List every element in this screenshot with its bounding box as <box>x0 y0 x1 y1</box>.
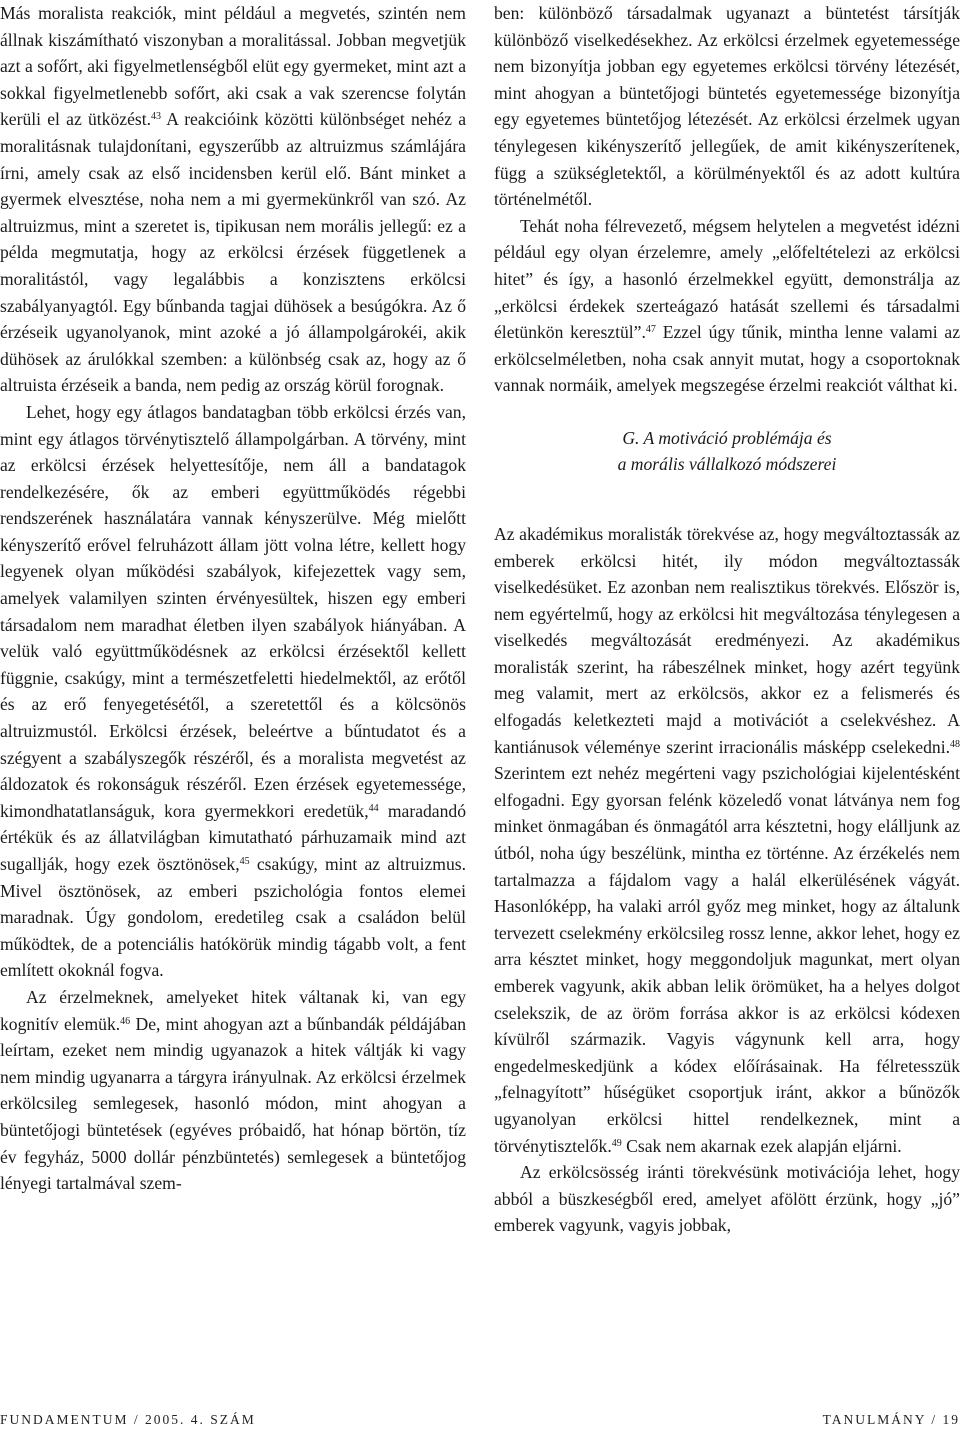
section-heading-line: a morális vállalkozó módszerei <box>617 453 837 474</box>
paragraph: Más moralista reakciók, mint például a megvetés, szintén nem állnak kiszámítható viszonyban a moralitással. Jobban megvetjük azt a sofőrt, aki figyelmetlenségből elüt egy gyermeket, mint azt a sokkal figyelmetlenebb sofőrt, aki csak a vak szerencse folytán kerüli el az ütközést.$^{43}$ A reakcióink közötti különbséget nehéz a moralitásnak tulajdonítani, egyszerűbb az altruizmus számlájára írni, amely csak az első incidensben kerül elő. Bánt minket a gyermek elvesztése, noha nem a mi gyermekünkről van szó. Az altruizmus, mint a szeretet is, tipikusan nem morális jellegű: ez a példa megmutatja, hogy az erkölcsi érzések függetlenek a moralitástól, vagy legalábbis a konzisztens erkölcsi szabályanyagtól. Egy bűnbanda tagjai dühösek a besúgókra. Az ő érzéseik ugyanolyanok, mint azoké a jó állampolgárokéi, akik dühösek az árulókkal szemben: a különbség csak az, hogy az ő altruista érzéseik a banda, nem pedig az ország körül forognak. <box>0 3 466 396</box>
footnote-ref[interactable]: 47 <box>645 324 656 336</box>
page-footer <box>0 1412 960 1434</box>
paragraph: Lehet, hogy egy átlagos bandatagban több erkölcsi érzés van, mint egy átlagos törvénytisztelő állampolgárban. A törvény, mint az erkölcsi érzések helyettesítője, nem áll a bandatagok rendelkezésére, ők az emberi együttműködés régebbi rendszerének használatára vannak kényszerülve. Még mielőtt kényszerítő erővel felruházott állam jött volna létre, kellett hogy legyenek olyan működési szabályok, kifejezettek vagy sem, amelyek valamilyen szinten érvényesültek, hiszen egy emberi társadalom nem maradhat életben ilyen szabályok hiányában. A velük való együttműködésnek az erkölcsi érzésektől kellett függnie, csakúgy, mint a természetfeletti hiedelmektől, az erőtől és az erő fenyegetésétől, a szeretettől és a kölcsönös altruizmustól. Erkölcsi érzések, beleértve a bűntudatot és a szégyent a szabályszegők részéről, és a moralista megvetést az áldozatok és rokonságuk részéről. Ezen érzések egyetemessége, kimondhatatlanságuk, kora gyermekkori eredetük,$^{44}$ maradandó értékük és az állatvilágban kimutatható párhuzamaik mind azt sugallják, hogy ezek ösztönösek,$^{45}$ csakúgy, mint az altruizmus. Mivel ösztönösek, az emberi pszichológia fontos elemei maradnak. Úgy gondolom, eredetileg csak a családon belül működtek, de a potenciális hatókörük mindig tágabb volt, a fent említett okoknál fogva. <box>0 401 467 981</box>
footer-page-number: TANULMÁNY / 19 <box>822 1412 960 1427</box>
footnote-ref[interactable]: 48 <box>950 738 960 750</box>
right-column <box>494 0 960 1239</box>
left-column <box>0 0 466 1197</box>
footnote-ref[interactable]: 45 <box>239 856 250 867</box>
footnote-ref[interactable]: 44 <box>368 802 379 814</box>
footnote-ref[interactable]: 46 <box>120 1015 131 1027</box>
paragraph: Az erkölcsösség iránti törekvésünk motivációja lehet, hogy abból a büszkeségből ered, amelyet afölött érzünk, hogy „jó” emberek vagyunk, vagyis jobbak, <box>494 1162 960 1236</box>
footer-journal: FUNDAMENTUM / 2005. 4. SZÁM <box>0 1412 256 1427</box>
paragraph: Az érzelmeknek, amelyeket hitek váltanak ki, van egy kognitív elemük.$^{46}$ De, mint ahogyan azt a bűnbandák példájában leírtam, ezeket nem mindig ugyanazok a hitek váltják ki vagy nem mindig ugyanarra a tárgyra irányulnak. Az erkölcsi érzelmek erkölcsileg semlegesek, hasonló módon, mint ahogyan a büntetőjogi büntetések (egyéves próbaidő, hat hónap börtön, tíz év fegyház, 5000 dollár pénzbüntetés) semlegesek a büntetőjog lényegi tartalmával szem- <box>0 986 466 1194</box>
paragraph: ben: különböző társadalmak ugyanazt a büntetést társítják különböző viselkedésekhez. Az erkölcsi érzelmek egyetemessége nem bizonyítja jobban egy egyetemes erkölcsi törvény létezését, mint ahogyan a büntetőjogi büntetés egyetemessége bizonyítja egy egyetemes büntetőjog létezését. Az erkölcsi érzelmek ugyan ténylegesen kikényszerítő jellegűek, de amit kikényszerítenek, függ a szükségletektől, a körülményektől és az adott kultúra történelmétől. <box>494 3 960 210</box>
paragraph: Tehát noha félrevezető, mégsem helytelen a megvetést idézni például egy olyan érzelemre, amely „előfeltételezi az erkölcsi hitet” és így, a hasonló érzelmekkel együtt, demonstrálja az „erkölcsi érdekek szerteágazó hatását szellemi és társadalmi életünkön keresztül”.$^{47}$ Ezzel úgy tűnik, mintha lenne valami az erkölcselméletben, noha csak annyit mutat, hogy a csoportoknak vannak normáik, amelyek megszegése érzelmi reakciót válthat ki. <box>494 215 960 396</box>
paragraph: Az akadémikus moralisták törekvése az, hogy megváltoztassák az emberek erkölcsi hitét, ily módon megváltoztassák viselkedésüket. Ez azonban nem realisztikus törekvés. Először is, nem egyértelmű, hogy az erkölcsi hit megváltozása ténylegesen a viselkedés megváltozását eredményezi. Az akadémikus moralisták szerint, ha rábeszélnek minket, hogy azért tegyünk meg valamit, mert az erkölcsös, akkor ez a felismerés és elfogadás keletkezteti majd a motivációt a cselekvéshez. A kantiánusok véleménye szerint irracionális másképp cselekedni.$^{48}$ Szerintem ezt nehéz megérteni vagy pszichológiai kijelentésként elfogadni. Egy gyorsan felénk közeledő vonat látványa nem fog minket önmagában és önmagától arra késztetni, hogy elálljunk az útból, noha úgy beszélünk, mintha ez történne. Az érzékelés nem tartalmazza a fájdalom vagy a halál elkerülésének vágyát. Hasonlóképp, ha valaki arról győz meg minket, hogy az általunk tervezett cselekmény erkölcsileg rossz lenne, akkor lehet, hogy ez arra késztet minket, hogy meggondoljuk magunkat, mert olyan emberek vagyunk, akik abban lelik örömüket, ha a helyes dolgot cselekszik, de az öröm forrása akkor is az erkölcsi kódexen kívülről származik. Vagyis vágynunk kell arra, hogy engedelmeskedjünk a kódex előírásainak. Ha félretesszük „felnagyított” hűségüket csoportjuk iránt, akkor a bűnözők ugyanolyan erkölcsi hittel rendelkeznek, mint a törvénytisztelők.$^{49}$ Csak nem akarnak ezek alapján eljárni. <box>494 523 960 1156</box>
footnote-ref[interactable]: 49 <box>611 1137 622 1149</box>
section-heading-line: G. A motiváció problémája és <box>622 427 832 448</box>
footnote-ref[interactable]: 43 <box>151 111 162 123</box>
section-heading <box>494 425 960 477</box>
